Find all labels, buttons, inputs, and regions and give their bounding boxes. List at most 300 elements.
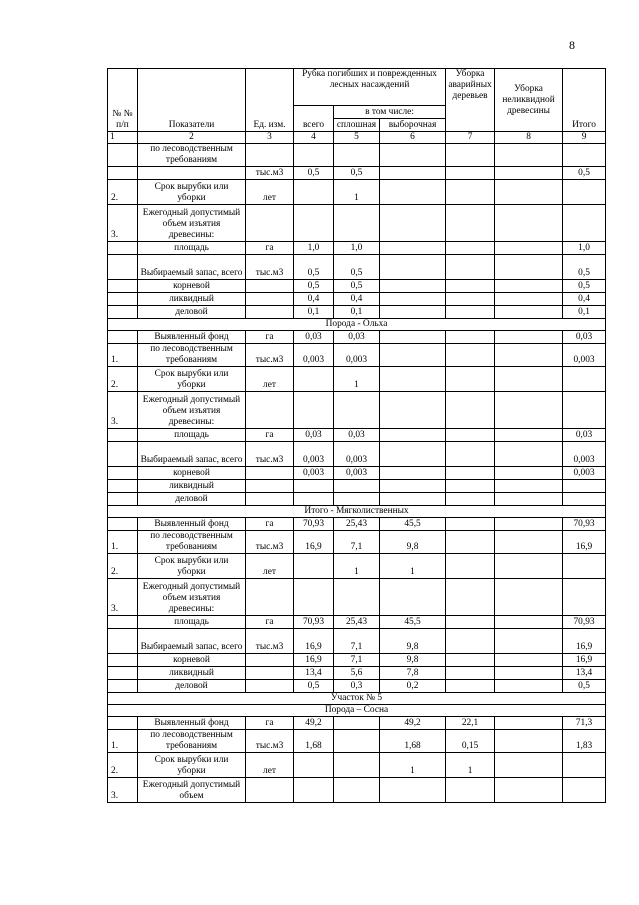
table-cell: лет bbox=[246, 554, 294, 579]
table-cell bbox=[495, 429, 563, 442]
header-including: в том числе: bbox=[334, 106, 446, 119]
table-cell: 3. bbox=[108, 392, 138, 429]
table-cell bbox=[380, 344, 446, 367]
table-cell: 0,5 bbox=[563, 167, 606, 180]
table-cell: лет bbox=[246, 367, 294, 392]
table-cell bbox=[446, 144, 495, 167]
table-cell bbox=[380, 167, 446, 180]
table-cell: га bbox=[246, 616, 294, 629]
indicator-cell: деловой bbox=[138, 493, 246, 506]
table-cell: 25,43 bbox=[334, 616, 380, 629]
table-cell: 16,9 bbox=[563, 654, 606, 667]
indicator-cell: Выявленный фонд bbox=[138, 331, 246, 344]
table-cell: 0,003 bbox=[563, 442, 606, 467]
table-cell bbox=[294, 493, 334, 506]
table-cell bbox=[563, 144, 606, 167]
table-cell bbox=[380, 255, 446, 280]
table-cell bbox=[446, 467, 495, 480]
table-cell: 1,0 bbox=[563, 242, 606, 255]
table-cell bbox=[495, 205, 563, 242]
table-cell: 13,4 bbox=[563, 667, 606, 680]
table-cell: 0,1 bbox=[294, 306, 334, 319]
table-cell bbox=[495, 367, 563, 392]
table-cell bbox=[495, 554, 563, 579]
table-cell bbox=[495, 280, 563, 293]
table-cell: 1,0 bbox=[294, 242, 334, 255]
table-row bbox=[108, 242, 606, 255]
table-cell: 5,6 bbox=[334, 667, 380, 680]
table-cell bbox=[446, 429, 495, 442]
table-cell bbox=[446, 331, 495, 344]
table-cell: 16,9 bbox=[294, 629, 334, 654]
table-cell bbox=[334, 579, 380, 616]
table-cell bbox=[246, 144, 294, 167]
table-cell bbox=[446, 480, 495, 493]
table-row bbox=[108, 680, 606, 693]
table-row bbox=[108, 331, 606, 344]
table-row bbox=[108, 518, 606, 531]
table-cell: 0,5 bbox=[334, 167, 380, 180]
table-cell: тыс.м3 bbox=[246, 255, 294, 280]
column-number: 2 bbox=[138, 132, 246, 144]
table-cell bbox=[495, 493, 563, 506]
table-cell bbox=[495, 629, 563, 654]
table-cell bbox=[380, 579, 446, 616]
section-row bbox=[108, 506, 606, 518]
table-cell bbox=[495, 579, 563, 616]
column-number: 8 bbox=[495, 132, 563, 144]
table-cell: тыс.м3 bbox=[246, 531, 294, 554]
table-cell: 0,003 bbox=[294, 467, 334, 480]
table-cell bbox=[294, 778, 334, 803]
table-row bbox=[108, 753, 606, 778]
table-cell bbox=[246, 293, 294, 306]
table-row bbox=[108, 205, 606, 242]
table-cell bbox=[495, 442, 563, 467]
table-cell bbox=[108, 280, 138, 293]
table-cell bbox=[446, 778, 495, 803]
table-cell: 70,93 bbox=[563, 616, 606, 629]
page-number: 8 bbox=[569, 38, 575, 52]
indicator-cell: Выбираемый запас, всего bbox=[138, 255, 246, 280]
column-number: 3 bbox=[246, 132, 294, 144]
table-cell: 16,9 bbox=[294, 654, 334, 667]
table-cell bbox=[108, 331, 138, 344]
table-cell: 1,68 bbox=[380, 730, 446, 753]
table-cell: 25,43 bbox=[334, 518, 380, 531]
table-cell bbox=[495, 680, 563, 693]
table-cell: 1. bbox=[108, 344, 138, 367]
table-cell bbox=[246, 680, 294, 693]
table-cell bbox=[294, 480, 334, 493]
indicator-cell: Срок вырубки или уборки bbox=[138, 180, 246, 205]
section-title: Участок № 5 bbox=[108, 693, 606, 705]
table-cell bbox=[563, 205, 606, 242]
table-cell bbox=[563, 392, 606, 429]
table-cell bbox=[294, 554, 334, 579]
table-cell: 13,4 bbox=[294, 667, 334, 680]
table-cell bbox=[446, 554, 495, 579]
indicator-cell: Срок вырубки или уборки bbox=[138, 554, 246, 579]
table-row bbox=[108, 493, 606, 506]
table-row bbox=[108, 654, 606, 667]
table-cell: 3. bbox=[108, 205, 138, 242]
table-cell: 0,5 bbox=[294, 280, 334, 293]
table-cell bbox=[495, 242, 563, 255]
table-cell bbox=[380, 480, 446, 493]
table-cell: 0,15 bbox=[446, 730, 495, 753]
table-cell bbox=[495, 293, 563, 306]
table-cell: 9,8 bbox=[380, 629, 446, 654]
table-row bbox=[108, 778, 606, 803]
indicator-cell: Срок вырубки или уборки bbox=[138, 367, 246, 392]
table-cell bbox=[563, 180, 606, 205]
table-cell bbox=[495, 467, 563, 480]
table-cell: 70,93 bbox=[294, 518, 334, 531]
table-cell: 0,03 bbox=[563, 429, 606, 442]
table-cell: 49,2 bbox=[294, 717, 334, 730]
table-cell: 0,003 bbox=[563, 344, 606, 367]
table-cell bbox=[246, 778, 294, 803]
table-cell: 2. bbox=[108, 180, 138, 205]
table-cell bbox=[380, 306, 446, 319]
table-cell bbox=[380, 144, 446, 167]
header-clear: сплошная bbox=[334, 119, 380, 132]
table-cell: 2. bbox=[108, 753, 138, 778]
indicator-cell: Ежегодный допустимый объем изъятия древесины: bbox=[138, 205, 246, 242]
table-cell bbox=[334, 717, 380, 730]
table-cell: тыс.м3 bbox=[246, 442, 294, 467]
table-cell bbox=[108, 654, 138, 667]
table-row bbox=[108, 255, 606, 280]
table-cell: тыс.м3 bbox=[246, 344, 294, 367]
table-cell bbox=[495, 518, 563, 531]
table-cell: 0,5 bbox=[334, 255, 380, 280]
table-cell: 0,5 bbox=[563, 280, 606, 293]
indicator-cell: Ежегодный допустимый объем bbox=[138, 778, 246, 803]
table-cell: 0,5 bbox=[294, 680, 334, 693]
table-row bbox=[108, 554, 606, 579]
table-row bbox=[108, 531, 606, 554]
table-row bbox=[108, 616, 606, 629]
header-total: всего bbox=[294, 106, 334, 132]
table-cell: 45,5 bbox=[380, 518, 446, 531]
table-cell: 1. bbox=[108, 730, 138, 753]
table-cell bbox=[246, 667, 294, 680]
table-cell bbox=[563, 493, 606, 506]
indicator-cell: площадь bbox=[138, 242, 246, 255]
table-row bbox=[108, 180, 606, 205]
table-cell: 9,8 bbox=[380, 654, 446, 667]
table-cell bbox=[108, 167, 138, 180]
indicator-cell: площадь bbox=[138, 616, 246, 629]
table-cell: 1 bbox=[380, 753, 446, 778]
table-row bbox=[108, 730, 606, 753]
table-row bbox=[108, 480, 606, 493]
table-cell bbox=[334, 392, 380, 429]
table-cell bbox=[246, 579, 294, 616]
table-cell: 7,8 bbox=[380, 667, 446, 680]
table-cell bbox=[446, 167, 495, 180]
column-number: 7 bbox=[446, 132, 495, 144]
table-cell: 3. bbox=[108, 579, 138, 616]
table-cell bbox=[380, 778, 446, 803]
table-cell bbox=[380, 180, 446, 205]
table-cell: 0,1 bbox=[563, 306, 606, 319]
table-cell bbox=[380, 392, 446, 429]
table-cell bbox=[495, 167, 563, 180]
indicator-cell: Ежегодный допустимый объем изъятия древесины: bbox=[138, 392, 246, 429]
table-cell bbox=[294, 392, 334, 429]
indicator-cell: корневой bbox=[138, 654, 246, 667]
table-cell bbox=[334, 730, 380, 753]
indicator-cell: Выбираемый запас, всего bbox=[138, 629, 246, 654]
table-cell: 9,8 bbox=[380, 531, 446, 554]
table-cell bbox=[380, 242, 446, 255]
table-cell bbox=[446, 205, 495, 242]
table-cell: 0,003 bbox=[334, 344, 380, 367]
table-cell bbox=[446, 629, 495, 654]
column-number: 4 bbox=[294, 132, 334, 144]
indicator-cell: деловой bbox=[138, 680, 246, 693]
section-title: Порода - Ольха bbox=[108, 319, 606, 331]
table-row bbox=[108, 579, 606, 616]
table-cell: 0,003 bbox=[334, 442, 380, 467]
table-row bbox=[108, 167, 606, 180]
table-cell bbox=[246, 205, 294, 242]
table-cell bbox=[108, 144, 138, 167]
table-cell bbox=[246, 280, 294, 293]
indicator-cell: по лесоводственным требованиям bbox=[138, 531, 246, 554]
table-cell bbox=[446, 293, 495, 306]
table-cell bbox=[108, 518, 138, 531]
table-cell: 0,03 bbox=[334, 429, 380, 442]
table-cell: 1,83 bbox=[563, 730, 606, 753]
header-emergency: Уборка аварийных деревьев bbox=[446, 69, 495, 132]
table-cell: 0,03 bbox=[334, 331, 380, 344]
table-row bbox=[108, 629, 606, 654]
table-row bbox=[108, 667, 606, 680]
table-cell bbox=[495, 753, 563, 778]
table-cell bbox=[495, 654, 563, 667]
table-cell: 0,03 bbox=[294, 331, 334, 344]
table-cell bbox=[495, 180, 563, 205]
table-cell: га bbox=[246, 429, 294, 442]
column-number: 1 bbox=[108, 132, 138, 144]
table-cell bbox=[446, 180, 495, 205]
table-cell: 70,93 bbox=[294, 616, 334, 629]
table-cell bbox=[446, 367, 495, 392]
indicator-cell: площадь bbox=[138, 429, 246, 442]
table-cell bbox=[334, 480, 380, 493]
table-cell bbox=[380, 367, 446, 392]
table-cell bbox=[495, 667, 563, 680]
table-cell bbox=[294, 753, 334, 778]
table-cell bbox=[108, 493, 138, 506]
table-cell bbox=[380, 429, 446, 442]
table-cell: 0,5 bbox=[294, 255, 334, 280]
table-cell: 16,9 bbox=[563, 629, 606, 654]
header-illiquid: Уборка неликвидной древесины bbox=[495, 69, 563, 132]
table-cell: 0,003 bbox=[294, 344, 334, 367]
table-cell bbox=[246, 306, 294, 319]
table-cell bbox=[495, 531, 563, 554]
table-cell: 7,1 bbox=[334, 629, 380, 654]
section-row bbox=[108, 705, 606, 717]
table-cell bbox=[108, 629, 138, 654]
table-cell: 0,03 bbox=[563, 331, 606, 344]
table-cell bbox=[334, 205, 380, 242]
table-cell: 0,03 bbox=[294, 429, 334, 442]
table-cell bbox=[246, 467, 294, 480]
table-cell: 1. bbox=[108, 531, 138, 554]
table-cell bbox=[108, 255, 138, 280]
table-cell: тыс.м3 bbox=[246, 167, 294, 180]
table-cell: тыс.м3 bbox=[246, 730, 294, 753]
table-cell bbox=[108, 667, 138, 680]
table-cell bbox=[446, 616, 495, 629]
table-cell bbox=[446, 654, 495, 667]
table-cell bbox=[380, 467, 446, 480]
table-cell bbox=[108, 717, 138, 730]
table-cell bbox=[380, 442, 446, 467]
table-cell: 1 bbox=[334, 554, 380, 579]
table-cell bbox=[563, 753, 606, 778]
table-cell bbox=[563, 778, 606, 803]
table-cell: 0,1 bbox=[334, 306, 380, 319]
table-row bbox=[108, 442, 606, 467]
table-cell bbox=[380, 205, 446, 242]
section-row bbox=[108, 693, 606, 705]
indicator-cell: по лесоводственным требованиям bbox=[138, 344, 246, 367]
column-number: 6 bbox=[380, 132, 446, 144]
table-cell: 0,2 bbox=[380, 680, 446, 693]
table-row bbox=[108, 144, 606, 167]
table-cell bbox=[294, 180, 334, 205]
table-cell: лет bbox=[246, 180, 294, 205]
table-cell: 0,003 bbox=[334, 467, 380, 480]
table-cell: 1,0 bbox=[334, 242, 380, 255]
table-cell bbox=[108, 293, 138, 306]
table-cell bbox=[294, 367, 334, 392]
section-title: Итого - Мягколиственных bbox=[108, 506, 606, 518]
table-cell bbox=[446, 493, 495, 506]
table-cell bbox=[446, 242, 495, 255]
indicator-cell: ликвидный bbox=[138, 480, 246, 493]
section-title: Порода – Сосна bbox=[108, 705, 606, 717]
table-cell bbox=[446, 392, 495, 429]
table-cell bbox=[563, 367, 606, 392]
table-cell: 7,1 bbox=[334, 654, 380, 667]
table-cell: 0,4 bbox=[294, 293, 334, 306]
table-cell: 0,4 bbox=[334, 293, 380, 306]
table-cell bbox=[246, 654, 294, 667]
table-cell: 1 bbox=[446, 753, 495, 778]
indicator-cell: корневой bbox=[138, 467, 246, 480]
column-number: 9 bbox=[563, 132, 606, 144]
table-cell: 0,4 bbox=[563, 293, 606, 306]
table-cell bbox=[446, 518, 495, 531]
table-row bbox=[108, 429, 606, 442]
table-cell bbox=[446, 280, 495, 293]
table-cell bbox=[246, 480, 294, 493]
indicator-cell: по лесоводственным требованиям bbox=[138, 144, 246, 167]
table-cell bbox=[563, 579, 606, 616]
table-row bbox=[108, 392, 606, 429]
table-cell: лет bbox=[246, 753, 294, 778]
table-cell: 16,9 bbox=[563, 531, 606, 554]
table-cell: 1 bbox=[380, 554, 446, 579]
table-cell: га bbox=[246, 717, 294, 730]
table-cell: 71,3 bbox=[563, 717, 606, 730]
header-num: № № п/п bbox=[108, 69, 138, 132]
table-cell: 2. bbox=[108, 367, 138, 392]
table-cell bbox=[495, 144, 563, 167]
table-cell: 22,1 bbox=[446, 717, 495, 730]
table-cell bbox=[495, 255, 563, 280]
table-cell bbox=[334, 144, 380, 167]
indicator-cell: ликвидный bbox=[138, 667, 246, 680]
table-cell: 0,3 bbox=[334, 680, 380, 693]
header-felling: Рубка погибших и поврежденных лесных насаждений bbox=[294, 69, 446, 106]
table-cell: 3. bbox=[108, 778, 138, 803]
table-row bbox=[108, 717, 606, 730]
table-cell bbox=[495, 616, 563, 629]
indicator-cell: по лесоводственным требованиям bbox=[138, 730, 246, 753]
column-number: 5 bbox=[334, 132, 380, 144]
table-row bbox=[108, 344, 606, 367]
table-cell bbox=[495, 717, 563, 730]
table-cell bbox=[446, 344, 495, 367]
indicator-cell: Срок вырубки или уборки bbox=[138, 753, 246, 778]
indicator-cell bbox=[138, 167, 246, 180]
table-cell bbox=[495, 778, 563, 803]
table-cell: га bbox=[246, 518, 294, 531]
table-row bbox=[108, 367, 606, 392]
table-cell: тыс.м3 bbox=[246, 629, 294, 654]
indicator-cell: деловой bbox=[138, 306, 246, 319]
table-cell: 0,003 bbox=[294, 442, 334, 467]
table-cell bbox=[495, 480, 563, 493]
indicator-cell: Выявленный фонд bbox=[138, 518, 246, 531]
table-cell: 45,5 bbox=[380, 616, 446, 629]
table-cell bbox=[563, 554, 606, 579]
table-cell bbox=[108, 480, 138, 493]
table-cell bbox=[380, 493, 446, 506]
table-cell: 70,93 bbox=[563, 518, 606, 531]
table-cell bbox=[108, 616, 138, 629]
header-unit: Ед. изм. bbox=[246, 69, 294, 132]
table-cell bbox=[108, 680, 138, 693]
table-cell bbox=[294, 205, 334, 242]
table-cell: 0,5 bbox=[563, 680, 606, 693]
table-cell: 16,9 bbox=[294, 531, 334, 554]
table-cell bbox=[294, 579, 334, 616]
indicator-cell: Ежегодный допустимый объем изъятия древесины: bbox=[138, 579, 246, 616]
table-cell: га bbox=[246, 242, 294, 255]
table-cell bbox=[446, 667, 495, 680]
table-cell bbox=[446, 579, 495, 616]
table-cell bbox=[563, 480, 606, 493]
table-cell bbox=[108, 442, 138, 467]
header-sum: Итого bbox=[563, 69, 606, 132]
table-cell bbox=[495, 730, 563, 753]
table-cell bbox=[495, 392, 563, 429]
table-cell bbox=[495, 331, 563, 344]
table-cell: 2. bbox=[108, 554, 138, 579]
table-cell bbox=[380, 280, 446, 293]
table-cell: 1,68 bbox=[294, 730, 334, 753]
